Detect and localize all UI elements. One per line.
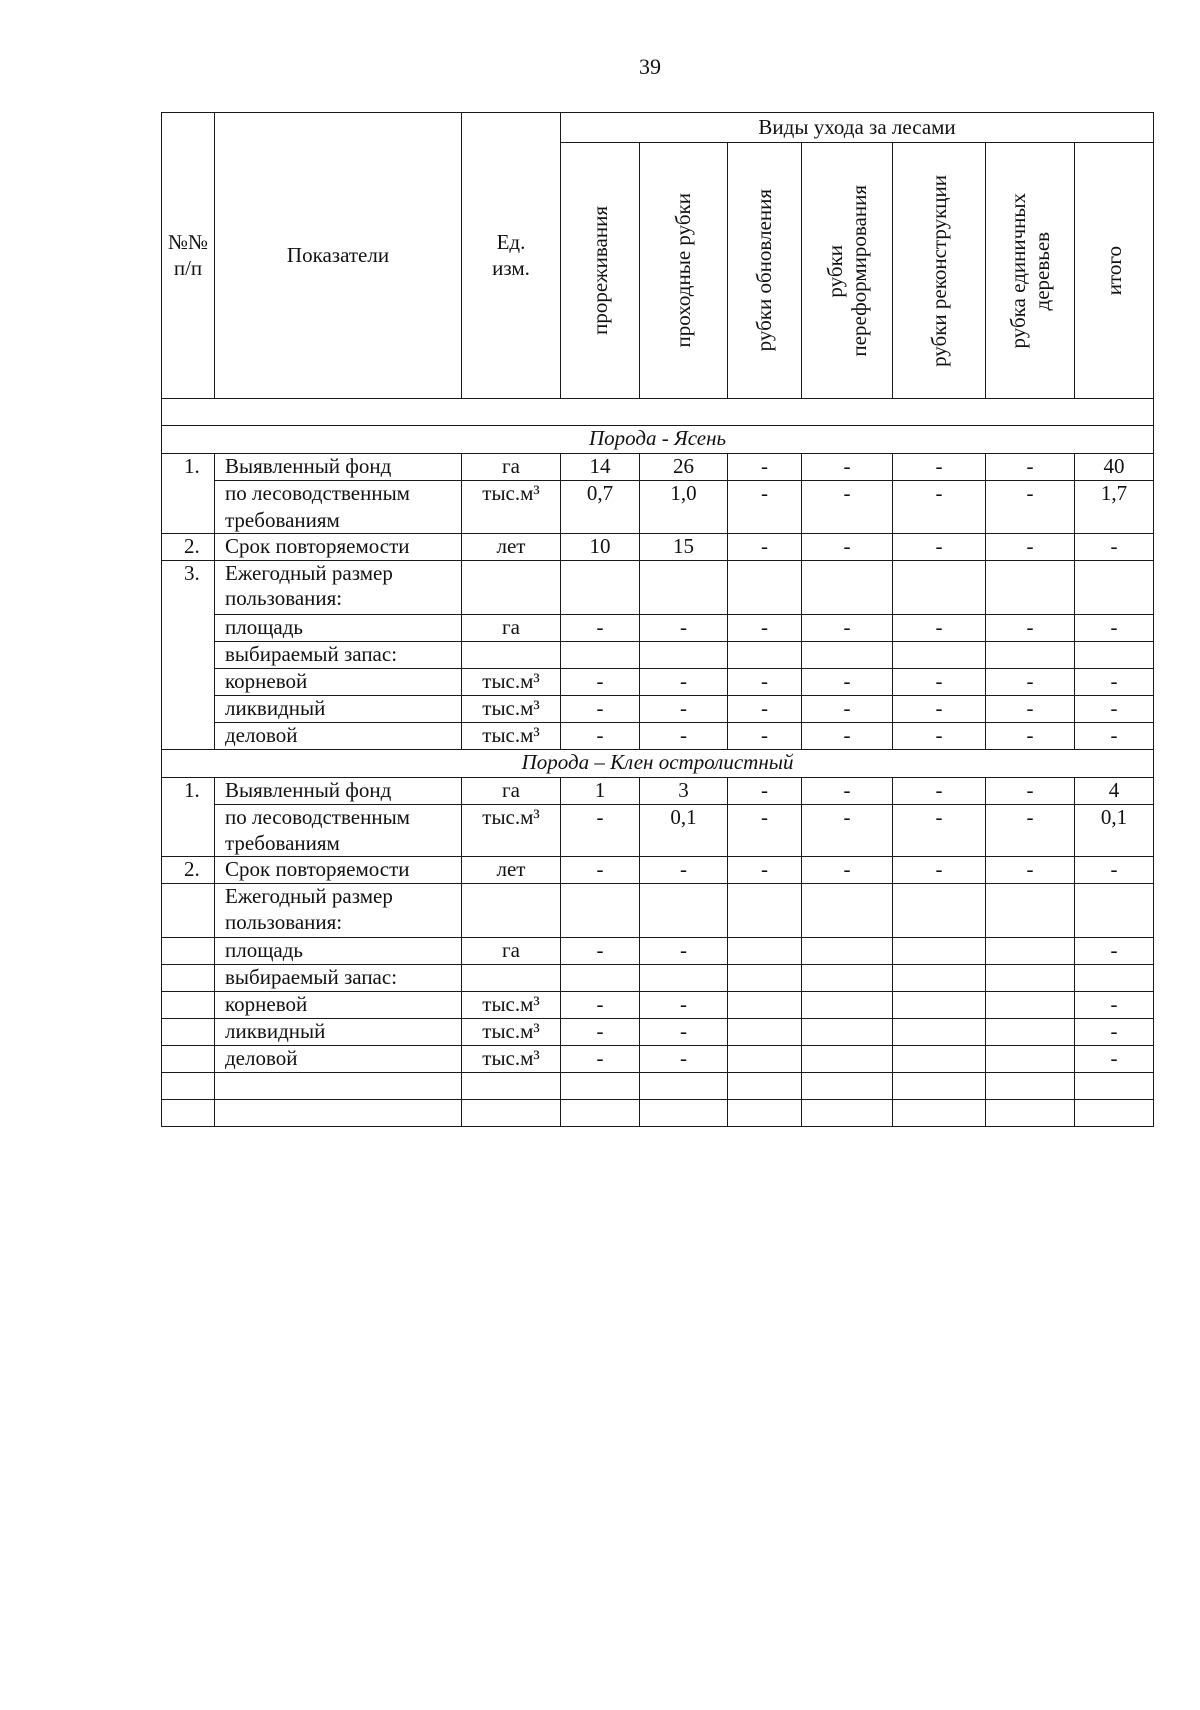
value-cell: [986, 938, 1075, 965]
value-cell: 15: [640, 533, 728, 560]
item-label: площадь: [215, 614, 462, 641]
table-row: [162, 426, 1154, 454]
value-cell: [986, 1019, 1075, 1046]
value-cell: [728, 938, 802, 965]
empty-cell: [1075, 560, 1154, 614]
value-cell: -: [893, 668, 986, 695]
value-cell: -: [640, 938, 728, 965]
value-cell: -: [561, 695, 640, 722]
empty-cell: [802, 1100, 893, 1127]
table-row: [162, 533, 1154, 560]
unit-cell: [462, 641, 561, 668]
item-label: Срок повторяемости: [215, 533, 462, 560]
empty-cell: [640, 1100, 728, 1127]
value-cell: -: [986, 533, 1075, 560]
value-cell: -: [802, 695, 893, 722]
value-cell: -: [802, 668, 893, 695]
value-cell: -: [640, 722, 728, 749]
table-row: [162, 992, 1154, 1019]
item-label: деловой: [215, 1046, 462, 1073]
empty-cell: [986, 641, 1075, 668]
empty-cell: [728, 884, 802, 938]
table-row: [162, 1046, 1154, 1073]
empty-cell: [561, 1100, 640, 1127]
value-cell: [893, 938, 986, 965]
empty-cell: [986, 884, 1075, 938]
value-cell: -: [1075, 1019, 1154, 1046]
value-cell: -: [986, 481, 1075, 534]
value-cell: 10: [561, 533, 640, 560]
value-cell: -: [728, 454, 802, 481]
value-cell: -: [640, 992, 728, 1019]
header-unit: Ед. изм.: [462, 113, 561, 399]
item-number: [162, 1046, 215, 1073]
value-cell: 0,1: [1075, 804, 1154, 857]
forest-care-table: [161, 112, 1154, 1127]
table-row: [162, 560, 1154, 614]
value-cell: -: [640, 857, 728, 884]
value-cell: 0,7: [561, 481, 640, 534]
value-cell: -: [1075, 668, 1154, 695]
value-cell: -: [802, 722, 893, 749]
empty-cell: [728, 965, 802, 992]
table-row: [162, 1073, 1154, 1100]
value-cell: -: [802, 533, 893, 560]
item-number: [162, 938, 215, 965]
section-title: Порода – Клен остролистный: [162, 749, 1154, 777]
value-cell: -: [1075, 533, 1154, 560]
empty-cell: [986, 1073, 1075, 1100]
empty-cell: [561, 560, 640, 614]
table-row: [162, 695, 1154, 722]
value-cell: -: [802, 804, 893, 857]
table-row: [162, 884, 1154, 938]
value-cell: -: [986, 695, 1075, 722]
empty-cell: [1075, 641, 1154, 668]
empty-cell: [986, 560, 1075, 614]
item-label: Ежегодный размер пользования:: [215, 884, 462, 938]
empty-cell: [640, 965, 728, 992]
unit-cell: тыс.м³: [462, 695, 561, 722]
empty-cell: [462, 884, 561, 938]
section-title: Порода - Ясень: [162, 426, 1154, 454]
value-cell: [802, 992, 893, 1019]
header-num: №№ п/п: [162, 113, 215, 399]
value-cell: [893, 1046, 986, 1073]
value-cell: -: [728, 722, 802, 749]
value-cell: -: [893, 695, 986, 722]
header-col-4: рубки реконструкции: [893, 143, 986, 399]
value-cell: -: [728, 777, 802, 804]
empty-cell: [1075, 1073, 1154, 1100]
empty-cell: [561, 965, 640, 992]
item-number: [162, 1019, 215, 1046]
value-cell: -: [802, 614, 893, 641]
value-cell: -: [561, 804, 640, 857]
empty-cell: [728, 560, 802, 614]
item-label: выбираемый запас:: [215, 965, 462, 992]
value-cell: -: [728, 695, 802, 722]
value-cell: -: [1075, 992, 1154, 1019]
table-row: [162, 1100, 1154, 1127]
empty-cell: [162, 1100, 215, 1127]
value-cell: -: [561, 857, 640, 884]
unit-cell: тыс.м³: [462, 722, 561, 749]
item-label: по лесоводственным: [215, 481, 462, 508]
value-cell: -: [561, 1046, 640, 1073]
value-cell: -: [986, 454, 1075, 481]
value-cell: [728, 1046, 802, 1073]
value-cell: 14: [561, 454, 640, 481]
value-cell: [986, 992, 1075, 1019]
empty-cell: [215, 1073, 462, 1100]
empty-cell: [162, 1073, 215, 1100]
header-col-5: рубка единичных деревьев: [986, 143, 1075, 399]
header-care-types: Виды ухода за лесами: [561, 113, 1154, 143]
value-cell: 1,0: [640, 481, 728, 534]
item-label: Ежегодный размер пользования:: [215, 560, 462, 614]
item-label: по лесоводственным: [215, 804, 462, 831]
empty-cell: [561, 1073, 640, 1100]
unit-cell: [462, 965, 561, 992]
value-cell: -: [893, 857, 986, 884]
value-cell: -: [893, 481, 986, 534]
empty-cell: [802, 965, 893, 992]
value-cell: 0,1: [640, 804, 728, 857]
value-cell: -: [986, 614, 1075, 641]
unit-cell: лет: [462, 533, 561, 560]
table-row: [162, 641, 1154, 668]
empty-cell: [1075, 965, 1154, 992]
value-cell: -: [986, 804, 1075, 857]
value-cell: 1: [561, 777, 640, 804]
empty-cell: [728, 1100, 802, 1127]
value-cell: -: [561, 668, 640, 695]
table-row: [162, 481, 1154, 508]
empty-cell: [561, 641, 640, 668]
item-label: корневой: [215, 668, 462, 695]
empty-cell: [802, 641, 893, 668]
empty-cell: [802, 884, 893, 938]
value-cell: -: [561, 938, 640, 965]
value-cell: -: [561, 1019, 640, 1046]
item-number: 1.: [162, 777, 215, 857]
value-cell: 26: [640, 454, 728, 481]
item-label: выбираемый запас:: [215, 641, 462, 668]
value-cell: -: [728, 668, 802, 695]
empty-cell: [1075, 884, 1154, 938]
empty-cell: [640, 560, 728, 614]
value-cell: [728, 1019, 802, 1046]
item-label: требованиям: [215, 831, 462, 857]
item-number: [162, 965, 215, 992]
unit-cell: га: [462, 614, 561, 641]
value-cell: -: [802, 481, 893, 534]
value-cell: -: [1075, 722, 1154, 749]
empty-cell: [728, 1073, 802, 1100]
value-cell: -: [640, 668, 728, 695]
empty-cell: [462, 560, 561, 614]
header-col-2: рубки обновления: [728, 143, 802, 399]
table-row: [162, 668, 1154, 695]
item-number: 2.: [162, 857, 215, 884]
empty-cell: [462, 1073, 561, 1100]
item-label: деловой: [215, 722, 462, 749]
header-col-1: проходные рубки: [640, 143, 728, 399]
empty-cell: [802, 560, 893, 614]
value-cell: -: [986, 722, 1075, 749]
item-number: 3.: [162, 560, 215, 749]
unit-cell: га: [462, 938, 561, 965]
value-cell: -: [802, 777, 893, 804]
value-cell: 4: [1075, 777, 1154, 804]
empty-cell: [893, 884, 986, 938]
table-row: [162, 777, 1154, 804]
table-row: [162, 749, 1154, 777]
empty-cell: [893, 965, 986, 992]
table-row: [162, 1019, 1154, 1046]
value-cell: -: [893, 722, 986, 749]
value-cell: -: [640, 1046, 728, 1073]
empty-cell: [728, 641, 802, 668]
item-number: 2.: [162, 533, 215, 560]
item-number: [162, 884, 215, 938]
value-cell: -: [640, 1019, 728, 1046]
empty-cell: [893, 641, 986, 668]
value-cell: -: [1075, 857, 1154, 884]
item-label: требованиям: [215, 508, 462, 534]
value-cell: [893, 992, 986, 1019]
empty-cell: [893, 560, 986, 614]
unit-cell: га: [462, 777, 561, 804]
value-cell: -: [1075, 695, 1154, 722]
empty-cell: [986, 965, 1075, 992]
item-label: Срок повторяемости: [215, 857, 462, 884]
item-label: площадь: [215, 938, 462, 965]
value-cell: -: [728, 614, 802, 641]
value-cell: -: [893, 777, 986, 804]
value-cell: -: [986, 668, 1075, 695]
table-row: [162, 454, 1154, 481]
unit-cell: тыс.м³: [462, 992, 561, 1019]
empty-cell: [640, 641, 728, 668]
value-cell: -: [640, 614, 728, 641]
unit-cell: га: [462, 454, 561, 481]
unit-cell: тыс.м³: [462, 668, 561, 695]
value-cell: -: [728, 804, 802, 857]
value-cell: -: [561, 614, 640, 641]
empty-cell: [462, 1100, 561, 1127]
item-label: корневой: [215, 992, 462, 1019]
empty-cell: [640, 884, 728, 938]
empty-cell: [893, 1073, 986, 1100]
item-label: Выявленный фонд: [215, 454, 462, 481]
table-row: [162, 938, 1154, 965]
empty-cell: [986, 1100, 1075, 1127]
value-cell: [986, 1046, 1075, 1073]
empty-cell: [561, 884, 640, 938]
item-label: Выявленный фонд: [215, 777, 462, 804]
value-cell: -: [561, 722, 640, 749]
value-cell: -: [1075, 1046, 1154, 1073]
value-cell: -: [986, 857, 1075, 884]
table-row: [162, 965, 1154, 992]
item-number: [162, 992, 215, 1019]
unit-cell: тыс.м³: [462, 1019, 561, 1046]
value-cell: [802, 938, 893, 965]
blank-row: [162, 399, 1154, 426]
value-cell: -: [893, 614, 986, 641]
unit-cell: лет: [462, 857, 561, 884]
empty-cell: [640, 1073, 728, 1100]
value-cell: 40: [1075, 454, 1154, 481]
value-cell: -: [728, 481, 802, 534]
item-label: ликвидный: [215, 1019, 462, 1046]
table-row: [162, 804, 1154, 831]
value-cell: 3: [640, 777, 728, 804]
empty-cell: [1075, 1100, 1154, 1127]
header-col-0: прореживания: [561, 143, 640, 399]
table-row: [162, 722, 1154, 749]
item-label: ликвидный: [215, 695, 462, 722]
value-cell: -: [1075, 614, 1154, 641]
value-cell: -: [561, 992, 640, 1019]
table-row: [162, 857, 1154, 884]
value-cell: -: [728, 857, 802, 884]
empty-cell: [802, 1073, 893, 1100]
unit-cell: тыс.м³: [462, 804, 561, 857]
value-cell: [893, 1019, 986, 1046]
unit-cell: тыс.м³: [462, 1046, 561, 1073]
item-number: 1.: [162, 454, 215, 534]
value-cell: [728, 992, 802, 1019]
value-cell: -: [1075, 938, 1154, 965]
value-cell: -: [893, 533, 986, 560]
empty-cell: [893, 1100, 986, 1127]
unit-cell: тыс.м³: [462, 481, 561, 534]
value-cell: 1,7: [1075, 481, 1154, 534]
value-cell: -: [893, 804, 986, 857]
page-number: 39: [639, 54, 661, 79]
value-cell: [802, 1046, 893, 1073]
table-row: [162, 614, 1154, 641]
value-cell: -: [640, 695, 728, 722]
header-col-6: итого: [1075, 143, 1154, 399]
value-cell: -: [802, 857, 893, 884]
header-indicator: Показатели: [215, 113, 462, 399]
empty-cell: [215, 1100, 462, 1127]
value-cell: [802, 1019, 893, 1046]
header-col-3: рубки переформирования: [802, 143, 893, 399]
value-cell: -: [802, 454, 893, 481]
value-cell: -: [986, 777, 1075, 804]
value-cell: -: [728, 533, 802, 560]
value-cell: -: [893, 454, 986, 481]
